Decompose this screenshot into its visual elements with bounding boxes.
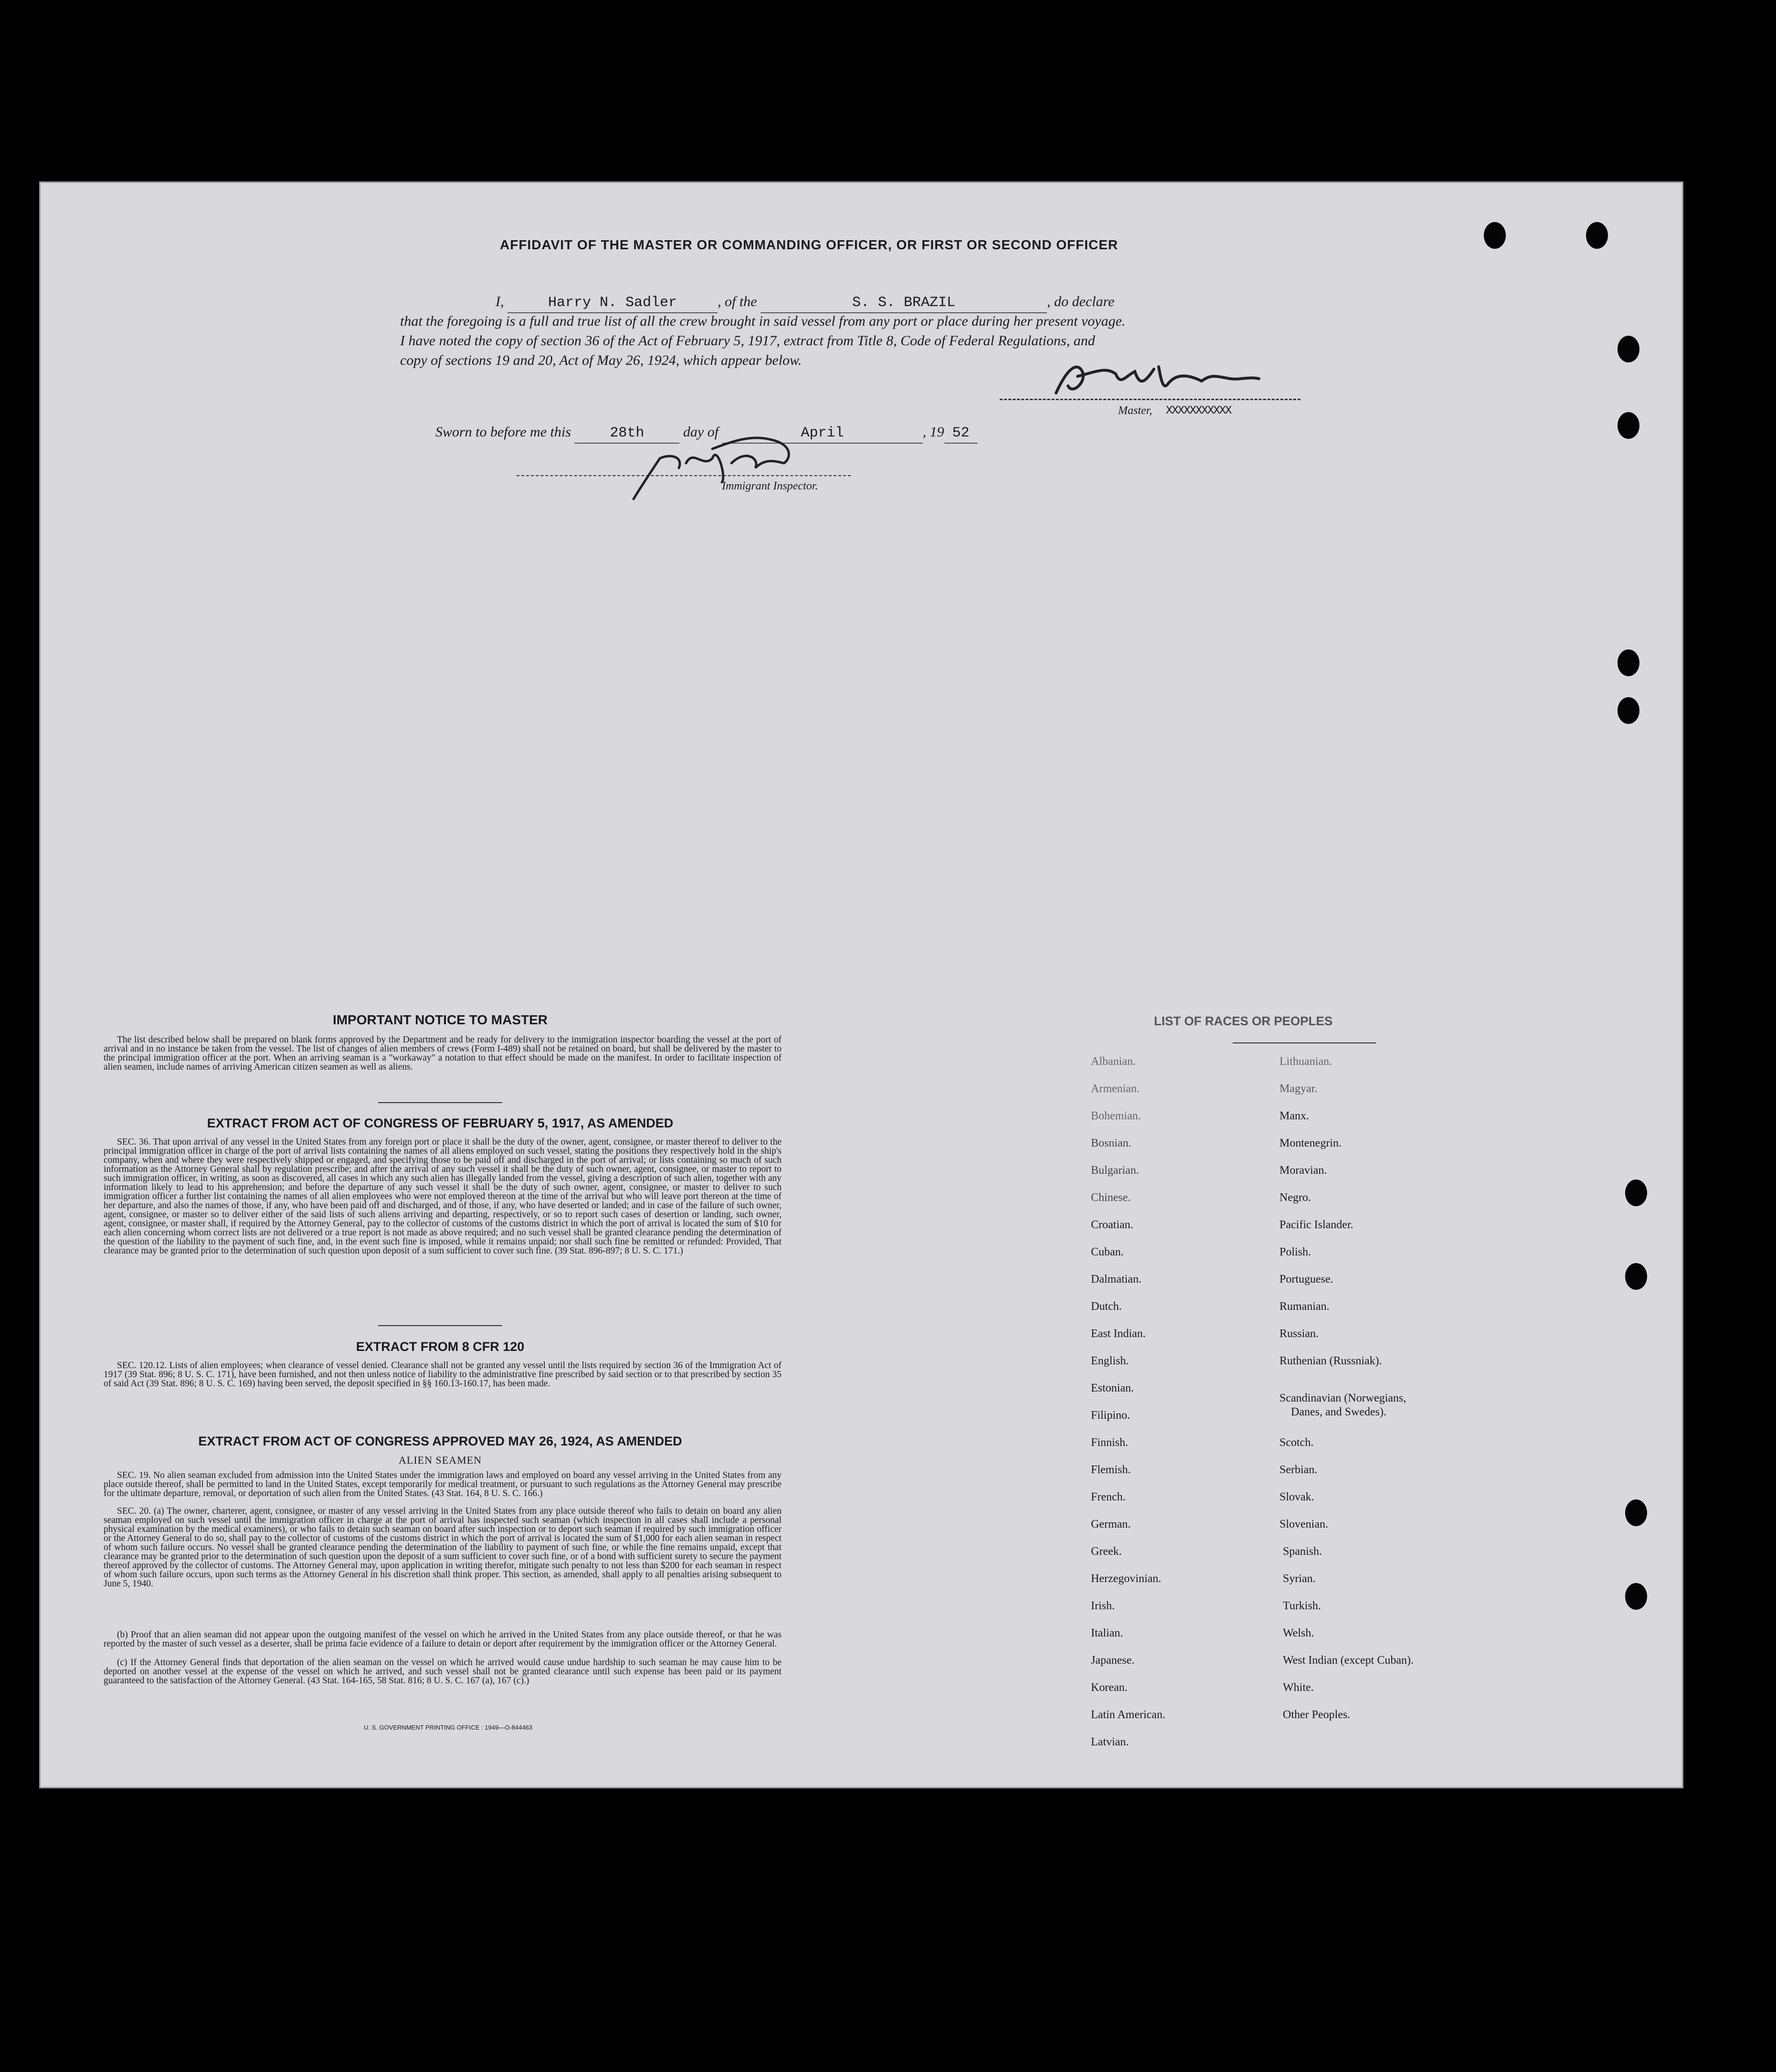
sworn-line (435, 423, 1390, 444)
binder-hole (1625, 1263, 1647, 1290)
race-item: Greek. (1091, 1545, 1122, 1558)
race-item: Lithuanian. (1279, 1055, 1332, 1068)
race-item: Syrian. (1283, 1573, 1316, 1585)
binder-hole (1617, 649, 1639, 676)
race-item: Portuguese. (1279, 1273, 1333, 1286)
race-item: West Indian (except Cuban). (1283, 1654, 1414, 1667)
extract-8cfr-title: EXTRACT FROM 8 CFR 120 (356, 1339, 525, 1354)
divider (378, 1102, 502, 1103)
race-item: Slovak. (1279, 1491, 1314, 1503)
affidavit-of-the: , of the (718, 294, 757, 309)
sec20b-text: (b) Proof that an alien seaman did not appear upon the outgoing manifest of the vessel on which he arrived in the United States from any place outside thereof, or that he was reported by the master of such vessel as a deserter, shall be prima facie evidence of a failure to detain or deport after requirement by the immigration officer or the Attorney General. (104, 1630, 782, 1649)
race-item: Dutch. (1091, 1300, 1122, 1313)
race-item: Ruthenian (Russniak). (1279, 1355, 1382, 1367)
sec20a-text: SEC. 20. (a) The owner, charterer, agent, consignee, or master of any vessel arriving in the United States from any place outside thereof who fails to detain on board any alien seaman employed on such vessel until the immigration officer in charge at the port of arrival has inspected such seaman (which inspection in all cases shall include a personal physical examination by the medical examiners), or who fails to detain such seaman on board after such inspection or to deport such seaman if required by such immigration officer or the Attorney General to do so, shall pay to the collector of customs of the customs district in which the port of arrival is located the sum of $1,000 for each alien seaman in respect of whom such failure occurs. No vessel shall be granted clearance pending the determination of the liability to payment of such fine, or while the fine remains unpaid, except that clearance may be granted prior to the determination of such question upon the deposit of a sum sufficient to cover such fine, or of a bond with sufficient surety to secure the payment thereof approved by the collector of customs. The Attorney General may, upon application in writing therefor, mitigate such penalty to not less than $200 for each seaman in respect of whom such failure occurs, upon such terms as the Attorney General in his discretion shall think proper. This section, as amended, shall apply to all penalties arising subsequent to June 5, 1940. (104, 1506, 782, 1589)
affidavit-title: AFFIDAVIT OF THE MASTER OR COMMANDING OFFICER, OR FIRST OR SECOND OFFICER (500, 237, 1119, 252)
race-item: Pacific Islander. (1279, 1219, 1353, 1231)
race-item: Japanese. (1091, 1654, 1135, 1667)
race-item: Turkish. (1283, 1600, 1321, 1612)
affidavit-line-2: that the foregoing is a full and true list of all the crew brought in said vessel from any port or place during her present voyage. (400, 313, 1126, 329)
affidavit-line-1 (400, 292, 1355, 313)
race-item: Welsh. (1283, 1627, 1314, 1639)
extract-1924-title: EXTRACT FROM ACT OF CONGRESS APPROVED MAY 26, 1924, AS AMENDED (198, 1434, 682, 1448)
race-item: French. (1091, 1491, 1126, 1503)
inspector-signature-line (517, 475, 851, 476)
divider (1233, 1042, 1376, 1043)
race-item: Latin American. (1091, 1709, 1165, 1721)
race-item: Scandinavian (Norwegians, (1279, 1392, 1406, 1404)
race-item: Latvian. (1091, 1736, 1129, 1748)
sworn-month-field: April (722, 424, 923, 444)
race-item: Chinese. (1091, 1191, 1131, 1204)
binder-hole (1484, 222, 1506, 249)
race-item: Dalmatian. (1091, 1273, 1142, 1286)
master-name-field: Harry N. Sadler (507, 293, 718, 313)
master-label: Master, (1118, 404, 1152, 417)
race-item: Polish. (1279, 1246, 1311, 1258)
race-item: Rumanian. (1279, 1300, 1330, 1313)
race-item: White. (1283, 1681, 1314, 1694)
race-item: Herzegovinian. (1091, 1573, 1162, 1585)
sec20c-text: (c) If the Attorney General finds that deportation of the alien seaman on the vessel on which he arrived would cause undue hardship to such seaman he may cause him to be deported on another vessel at the expense of the vessel on which he arrived, and such vessel shall not be granted clearance until such expense has been paid or its payment guaranteed to the satisfaction of the Attorney General. (43 Stat. 164-165, 58 Stat. 816; 8 U. S. C. 167 (a), 167 (c).) (104, 1658, 782, 1686)
extract-1917-title: EXTRACT FROM ACT OF CONGRESS OF FEBRUARY 5, 1917, AS AMENDED (207, 1116, 674, 1130)
sworn-year-field: 52 (944, 424, 978, 444)
vessel-name-field: S. S. BRAZIL (761, 293, 1047, 313)
notice-text: The list described below shall be prepared on blank forms approved by the Department and be ready for delivery to the immigration inspector boarding the vessel at the port of arrival and in no instance be taken from the vessel. The list of changes of alien members of crews (Form I-489) shall not be retained on board, but shall be delivered by the master to the principal immigration officer at the port. When an arriving seaman is a "workaway" a notation to that effect should be made on the manifest. In order to facilitate inspection of alien seamen, include names of arriving American citizen seamen as well as aliens. (104, 1035, 782, 1072)
race-item: Serbian. (1279, 1464, 1318, 1476)
race-item: East Indian. (1091, 1328, 1146, 1340)
inspector-label: Immigrant Inspector. (722, 480, 818, 492)
race-item: Flemish. (1091, 1464, 1131, 1476)
race-item: Manx. (1279, 1110, 1309, 1122)
year-prefix: , 19 (922, 424, 944, 440)
race-item: Russian. (1279, 1328, 1319, 1340)
gpo-imprint: U. S. GOVERNMENT PRINTING OFFICE : 1949—O-844463 (364, 1724, 533, 1731)
affidavit-line-4: copy of sections 19 and 20, Act of May 26, 1924, which appear below. (400, 352, 802, 368)
race-item: Spanish. (1283, 1545, 1322, 1558)
master-signature (1049, 357, 1269, 400)
race-item: Croatian. (1091, 1219, 1133, 1231)
race-item: German. (1091, 1518, 1131, 1530)
race-item: Other Peoples. (1283, 1709, 1351, 1721)
race-item: Bulgarian. (1091, 1164, 1139, 1177)
affidavit-i: I, (496, 294, 504, 309)
race-item: Bosnian. (1091, 1137, 1131, 1149)
divider (378, 1325, 502, 1326)
binder-hole (1586, 222, 1608, 249)
affidavit-declare: , do declare (1047, 294, 1115, 309)
race-item: English. (1091, 1355, 1129, 1367)
notice-title: IMPORTANT NOTICE TO MASTER (332, 1012, 548, 1027)
master-struck-out-title: XXXXXXXXXXX (1166, 404, 1231, 417)
race-item: Slovenian. (1279, 1518, 1328, 1530)
race-item: Finnish. (1091, 1436, 1129, 1449)
binder-hole (1617, 412, 1639, 439)
race-item: Montenegrin. (1279, 1137, 1342, 1149)
race-item: Cuban. (1091, 1246, 1124, 1258)
race-item: Danes, and Swedes). (1291, 1406, 1386, 1418)
binder-hole (1617, 697, 1639, 724)
race-item: Filipino. (1091, 1409, 1131, 1422)
extract-1924-subtitle: ALIEN SEAMEN (399, 1454, 482, 1466)
binder-hole (1625, 1179, 1647, 1206)
sworn-prefix: Sworn to before me this (435, 424, 571, 440)
race-item: Korean. (1091, 1681, 1128, 1694)
master-signature-line (1000, 399, 1300, 400)
race-item: Negro. (1279, 1191, 1311, 1204)
races-title: LIST OF RACES OR PEOPLES (1154, 1014, 1333, 1028)
race-item: Bohemian. (1091, 1110, 1141, 1122)
race-item: Armenian. (1091, 1083, 1140, 1095)
extract-8cfr-text: SEC. 120.12. Lists of alien employees; when clearance of vessel denied. Clearance shall not be granted any vessel until the lists required by section 36 of the Immigration Act of 1917 (39 Stat. 896; 8 U. S. C. 171), have been furnished, and not then unless notice of liability to the administrative fine prescribed by said section or to that prescribed by section 35 of said Act (39 Stat. 896; 8 U. S. C. 169) having been served, the deposit specified in §§ 160.13-160.17, has been made. (104, 1360, 782, 1389)
extract-1917-text: SEC. 36. That upon arrival of any vessel in the United States from any foreign port or place it shall be the duty of the owner, agent, consignee, or master thereof to deliver to the principal immigration officer in charge of the port of arrival lists containing the names of all aliens employed on such vessel, stating the positions they respectively hold in the ship's company, when and where they were respectively shipped or engaged, and specifying those to be paid off and discharged in the port of arrival; or lists containing so much of such information as the Attorney General shall by regulation prescribe; and after the arrival of any such vessel it shall be the duty of such owner, agent, consignee, or master to report to such immigration officer, in writing, as soon as discovered, all cases in which any such alien has illegally landed from the vessel, giving a description of such alien, together with any information likely to lead to his apprehension; and before the departure of any such vessel it shall be the duty of such owner, agent, consignee, or master to deliver to such immigration officer a further list containing the names of all alien employees who were not employed thereon at the time of the arrival but who will leave port thereon at the time of her departure, and also the names of those, if any, who have been paid off and discharged, and of those, if any, who have deserted or landed; and in case of the failure of such owner, agent, consignee, or master so to deliver either of the said lists of such aliens arriving and departing, respectively, or so to report such cases of desertion or landing, such owner, agent, consignee, or master shall, if required by the Attorney General, pay to the collector of customs of the customs district in which the port of arrival is located the sum of $10 for each alien concerning whom correct lists are not delivered or a true report is not made as above required; and no such vessel shall be granted clearance pending the determination of the question of the liability to the payment of such fine, and, in the event such fine is imposed, while it remains unpaid; nor shall such fine be remitted or refunded: Provided, That clearance may be granted prior to the determination of such question upon deposit of a sum sufficient to cover such fine. (39 Stat. 896-897; 8 U. S. C. 171.) (104, 1137, 782, 1256)
race-item: Albanian. (1091, 1055, 1136, 1068)
binder-hole (1625, 1583, 1647, 1610)
binder-hole (1625, 1499, 1647, 1526)
race-item: Italian. (1091, 1627, 1123, 1639)
affidavit-line-3: I have noted the copy of section 36 of the Act of February 5, 1917, extract from Title 8, Code of Federal Regulations, and (400, 333, 1095, 349)
race-item: Moravian. (1279, 1164, 1327, 1177)
binder-hole (1617, 336, 1639, 362)
document-page (39, 181, 1683, 1788)
sec19-text: SEC. 19. No alien seaman excluded from admission into the United States under the immigration laws and employed on board any vessel arriving in the United States from any place outside thereof, shall be permitted to land in the United States, except temporarily for medical treatment, or pursuant to such regulations as the Attorney General may prescribe for the ultimate departure, removal, or deportation of such alien from the United States. (43 Stat. 164, 8 U. S. C. 166.) (104, 1470, 782, 1498)
race-item: Magyar. (1279, 1083, 1318, 1095)
race-item: Estonian. (1091, 1382, 1134, 1394)
sworn-day-field: 28th (574, 424, 679, 444)
day-of-label: day of (683, 424, 719, 440)
race-item: Scotch. (1279, 1436, 1314, 1449)
race-item: Irish. (1091, 1600, 1115, 1612)
